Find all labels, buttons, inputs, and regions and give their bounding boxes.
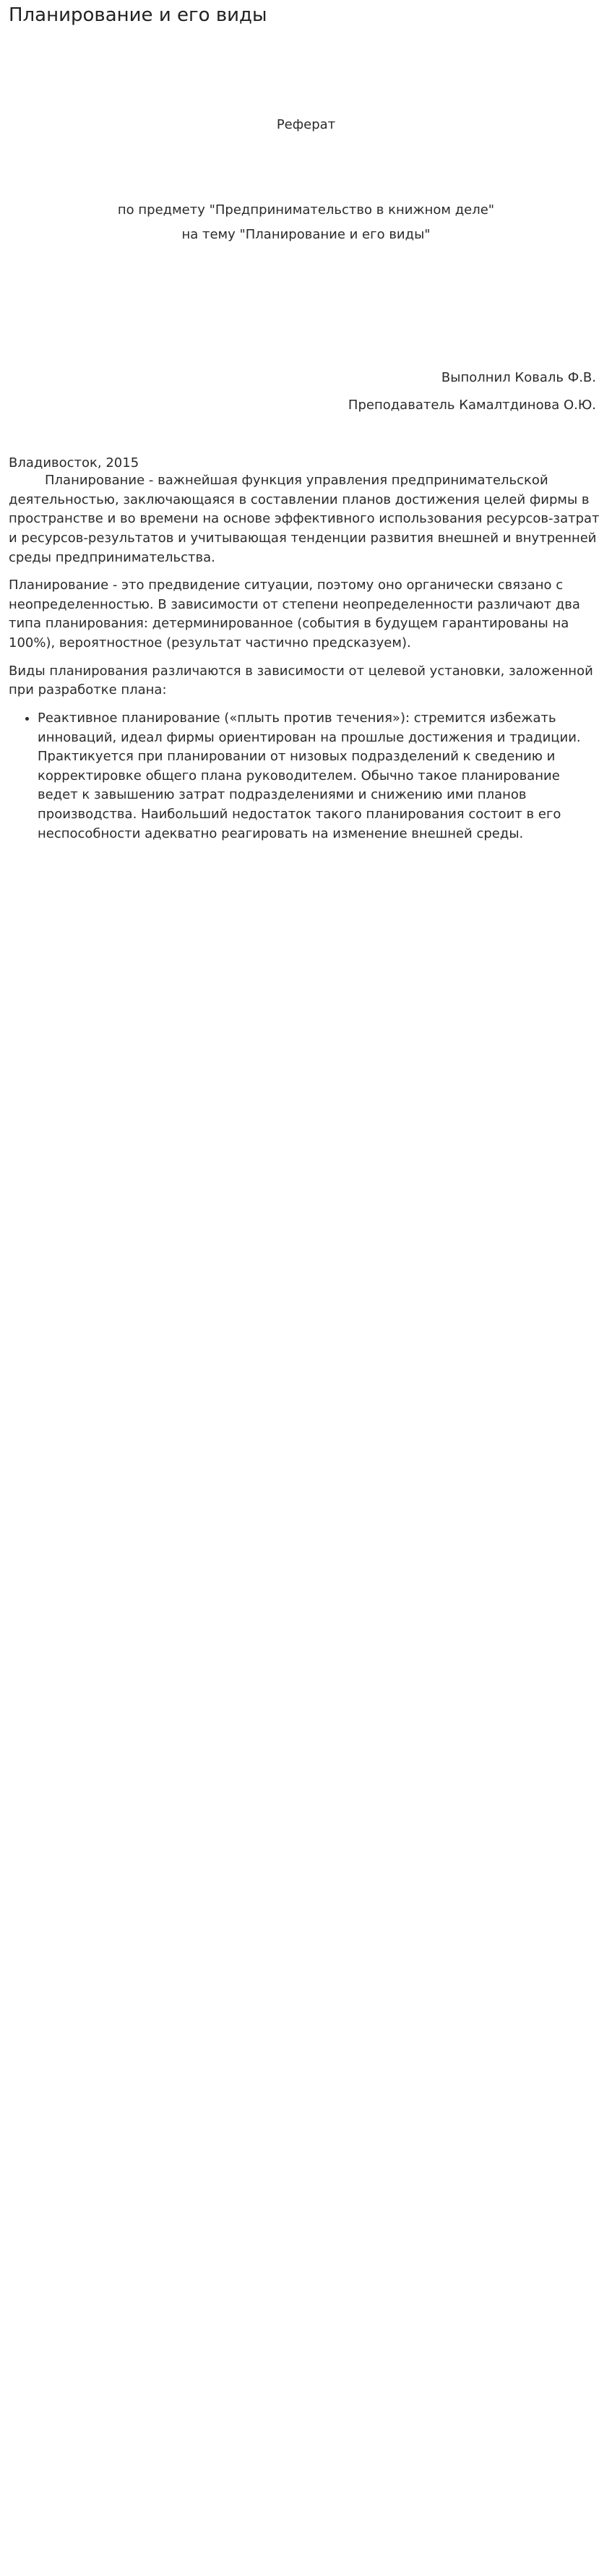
report-type-label: Реферат [276, 117, 336, 132]
planning-types-list [9, 709, 601, 843]
paragraph-1: Планирование - важнейшая функция управления предпринимательской деятельностью, заключающаяся в составлении планов достижения целей фирмы в пространстве и во времени на основе эффективного использования ресурсов-затрат и ресурсов-результатов и учитывающая тенденции развития внешней и внутренней среды предпринимательства. [9, 473, 600, 565]
document-body [9, 471, 601, 854]
subject-line: по предмету "Предпринимательство в книжном деле" [117, 202, 495, 218]
paragraph-3: Виды планирования различаются в зависимости от целевой установки, заложенной при разработке плана: [9, 663, 593, 698]
document-title: Планирование и его виды [9, 4, 267, 26]
author-line: Выполнил Коваль Ф.В. [441, 370, 596, 385]
teacher-line: Преподаватель Камалтдинова О.Ю. [348, 398, 596, 413]
paragraph-2: Планирование - это предвидение ситуации, поэтому оно органически связано с неопределенностью. В зависимости от степени неопределенности различают два типа планирования: детерминированное (события в будущем гарантированы на 100%), вероятностное (результат частично предсказуем). [9, 578, 580, 651]
city-year: Владивосток, 2015 [9, 455, 139, 471]
topic-line: на тему "Планирование и его виды" [181, 227, 431, 242]
list-item: • Реактивное планирование («плыть против течения»): стремится избежать инноваций, идеал фирмы ориентирован на прошлые достижения и традиции. Практикуется при планировании от низовых подразделений к сведению и корректировке общего плана руководителем. Обычно такое планирование ведет к завышению затрат подразделениями и снижению ими планов производства. Наибольший недостаток такого планирования состоит в его неспособности адекватно реагировать на изменение внешней среды. [38, 709, 601, 843]
